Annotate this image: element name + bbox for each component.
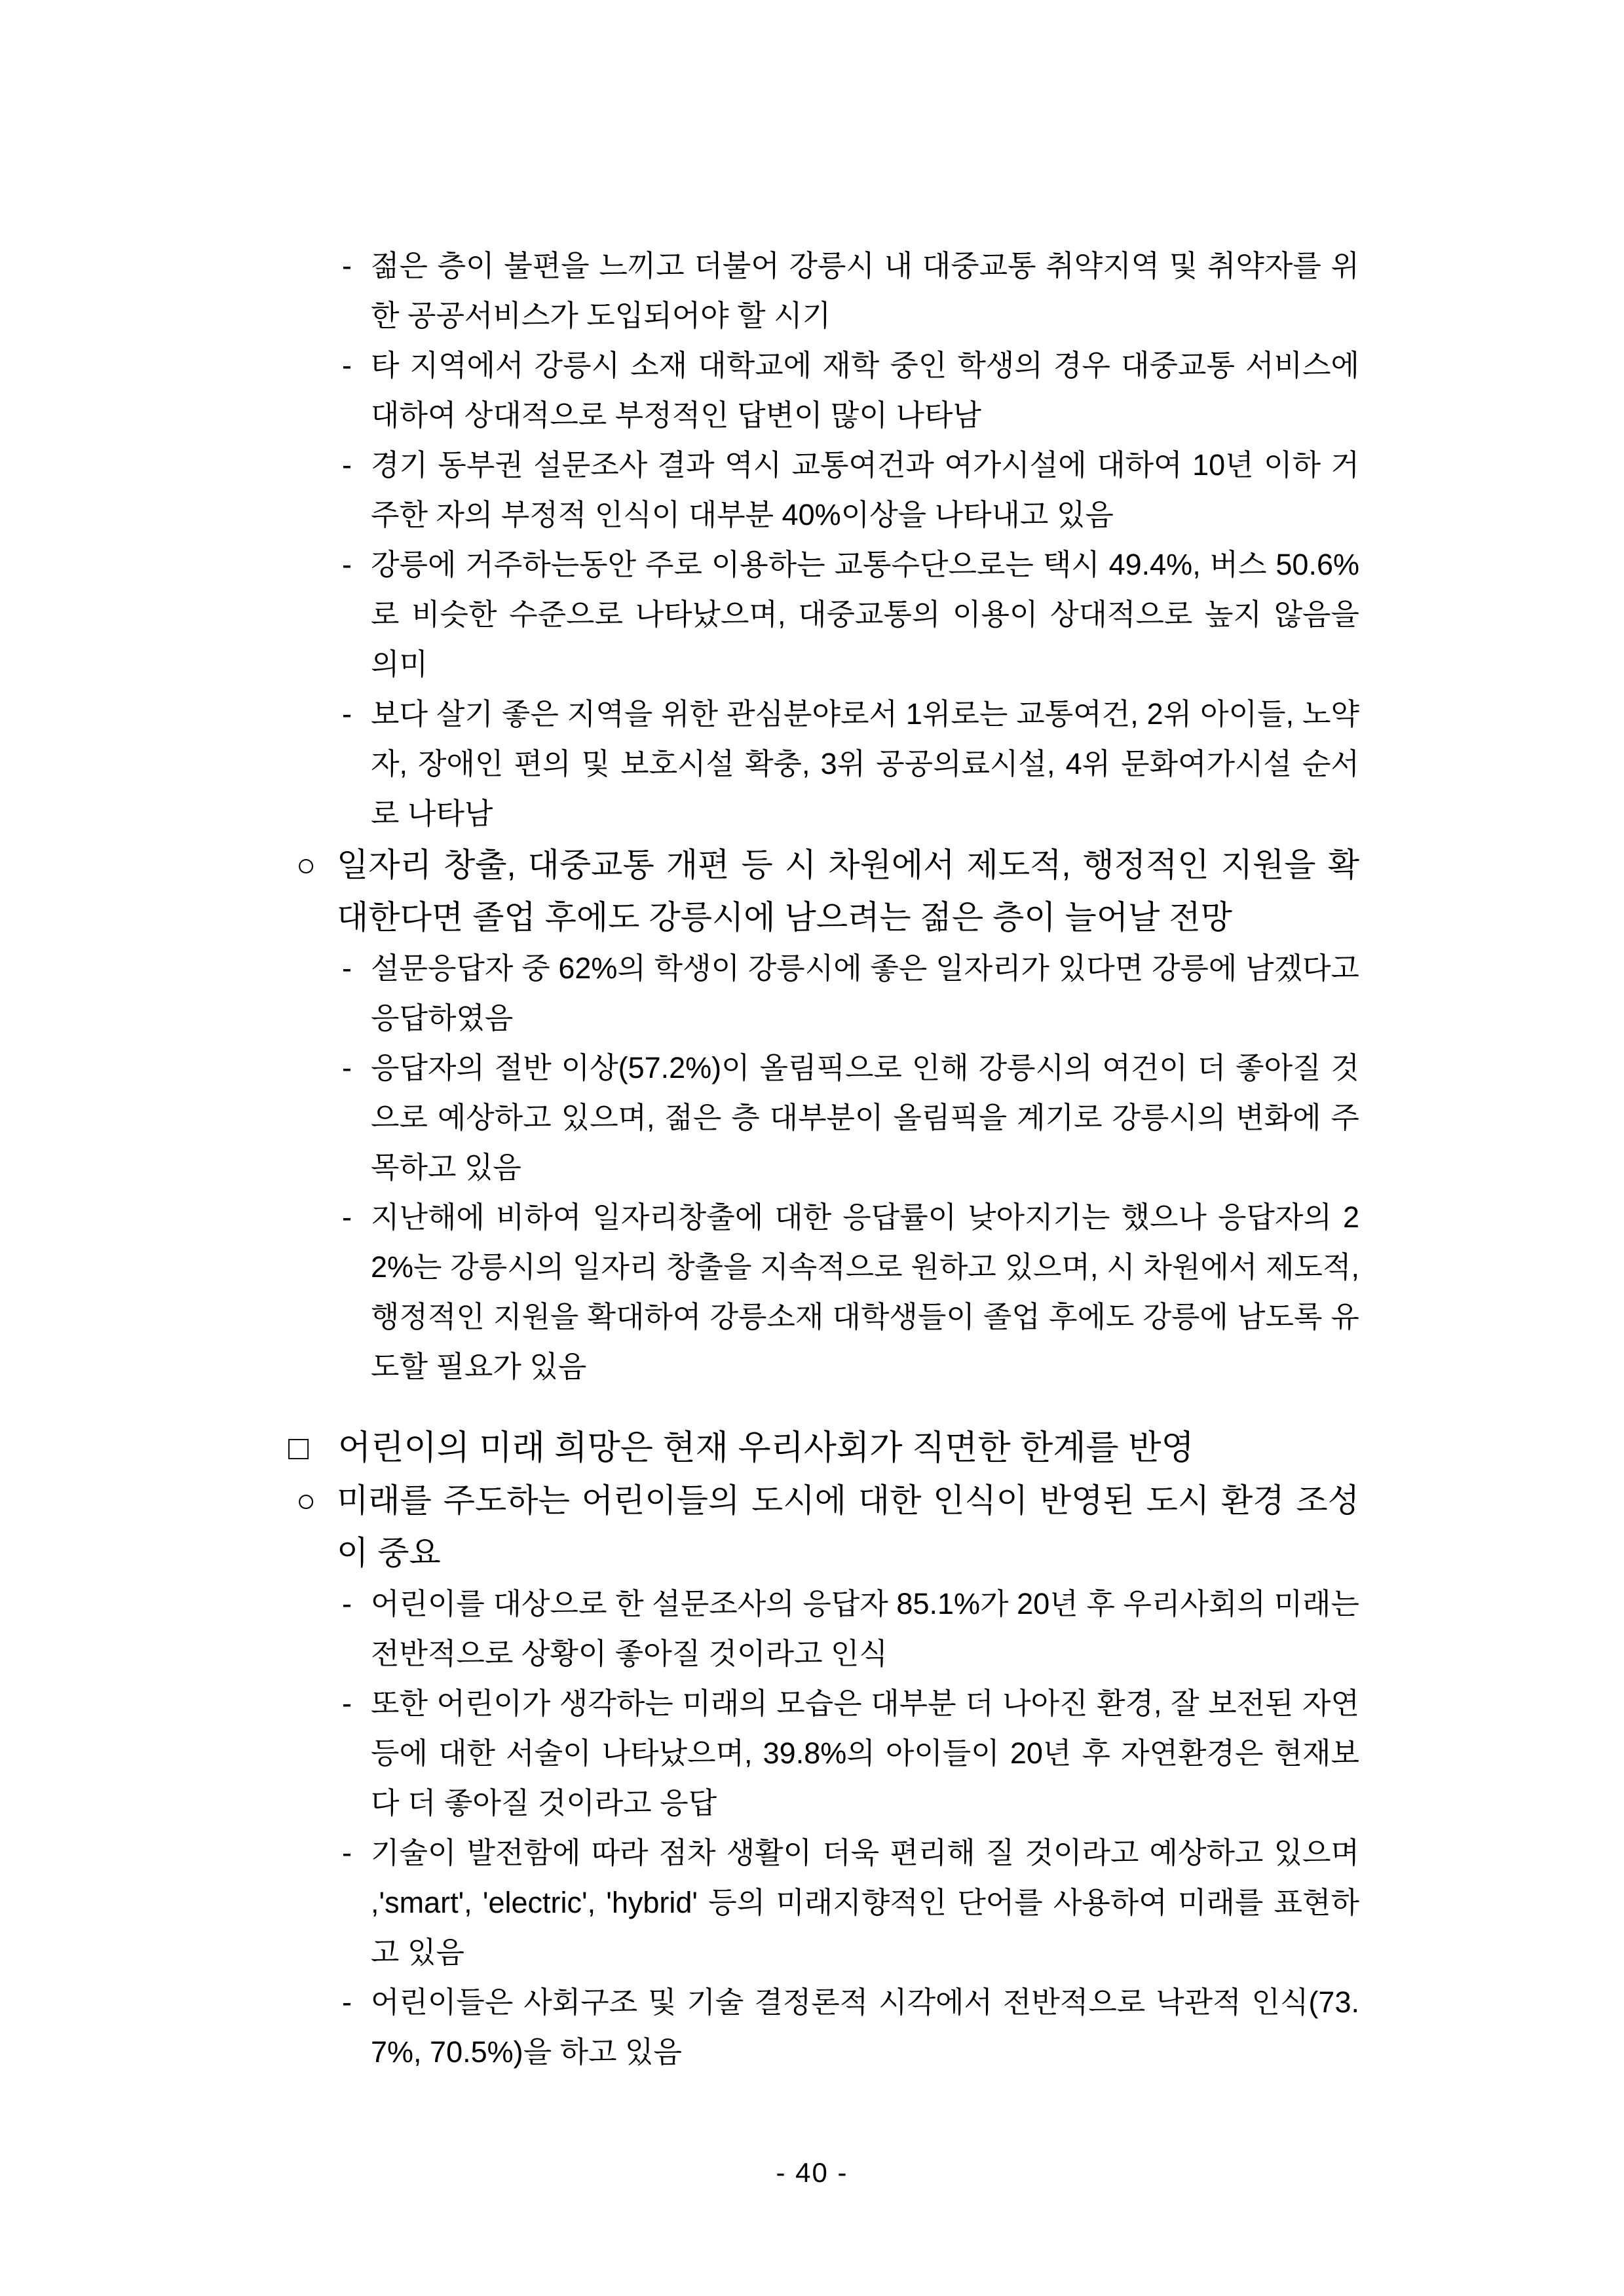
list-item-dash <box>342 1193 1359 1392</box>
dash-bullet-icon: - <box>342 1200 352 1234</box>
document-content <box>282 241 1359 2077</box>
list-item-circle <box>296 1474 1359 1579</box>
list-item-dash <box>342 1978 1359 2077</box>
list-item-text: 강릉에 거주하는동안 주로 이용하는 교통수단으로는 택시 49.4%, 버스 50.6%로 비슷한 수준으로 나타났으며, 대중교통의 이용이 상대적으로 높지 않음을 의미 <box>371 548 1359 681</box>
dash-bullet-icon: - <box>342 1587 352 1620</box>
list-item-text: 어린이를 대상으로 한 설문조사의 응답자 85.1%가 20년 후 우리사회의 미래는 전반적으로 상황이 좋아질 것이라고 인식 <box>371 1587 1359 1670</box>
list-item-text: 또한 어린이가 생각하는 미래의 모습은 대부분 더 나아진 환경, 잘 보전된 자연 등에 대한 서술이 나타났으며, 39.8%의 아이들이 20년 후 자연환경은 현재보다 더 좋아질 것이라고 응답 <box>371 1687 1359 1820</box>
list-item-dash <box>342 540 1359 689</box>
dash-bullet-icon: - <box>342 1985 352 2019</box>
dash-bullet-icon: - <box>342 1836 352 1869</box>
page-footer <box>0 2157 1624 2189</box>
circle-bullet-icon: ○ <box>296 847 316 883</box>
section-heading <box>288 1422 1359 1474</box>
list-item-dash <box>342 241 1359 341</box>
dash-bullet-icon: - <box>342 1687 352 1720</box>
list-item-text: 젊은 층이 불편을 느끼고 더불어 강릉시 내 대중교통 취약지역 및 취약자를 위한 공공서비스가 도입되어야 할 시기 <box>371 249 1359 332</box>
list-item-dash <box>342 1828 1359 1978</box>
list-item-text: 경기 동부권 설문조사 결과 역시 교통여건과 여가시설에 대하여 10년 이하 거주한 자의 부정적 인식이 대부분 40%이상을 나타내고 있음 <box>371 448 1359 531</box>
list-item-dash <box>342 944 1359 1043</box>
list-item-dash <box>342 440 1359 540</box>
page-number: - 40 - <box>776 2157 848 2188</box>
list-item-text: 보다 살기 좋은 지역을 위한 관심분야로서 1위로는 교통여건, 2위 아이들, 노약자, 장애인 편의 및 보호시설 확충, 3위 공공의료시설, 4위 문화여가시설 순서로 나타남 <box>371 697 1359 830</box>
dash-bullet-icon: - <box>342 951 352 985</box>
list-item-text: 타 지역에서 강릉시 소재 대학교에 재학 중인 학생의 경우 대중교통 서비스에 대하여 상대적으로 부정적인 답변이 많이 나타남 <box>371 349 1359 432</box>
list-item-dash <box>342 1679 1359 1828</box>
dash-bullet-icon: - <box>342 448 352 482</box>
list-item-circle <box>296 839 1359 944</box>
list-item-dash <box>342 1579 1359 1679</box>
dash-bullet-icon: - <box>342 249 352 282</box>
dash-bullet-icon: - <box>342 548 352 581</box>
list-item-text: 일자리 창출, 대중교통 개편 등 시 차원에서 제도적, 행정적인 지원을 확대한다면 졸업 후에도 강릉시에 남으려는 젊은 층이 늘어날 전망 <box>337 847 1359 936</box>
list-item-text: 지난해에 비하여 일자리창출에 대한 응답률이 낮아지기는 했으나 응답자의 22%는 강릉시의 일자리 창출을 지속적으로 원하고 있으며, 시 차원에서 제도적, 행정적인 지원을 확대하여 강릉소재 대학생들이 졸업 후에도 강릉에 남도록 유도할 필요가 있음 <box>371 1200 1359 1383</box>
section-heading-text: 어린이의 미래 희망은 현재 우리사회가 직면한 한계를 반영 <box>338 1429 1194 1467</box>
list-item-text: 미래를 주도하는 어린이들의 도시에 대한 인식이 반영된 도시 환경 조성이 중요 <box>337 1482 1359 1571</box>
list-item-text: 기술이 발전함에 따라 점차 생활이 더욱 편리해 질 것이라고 예상하고 있으며 ,'smart', 'electric', 'hybrid' 등의 미래지향적인 단어를 사용하여 미래를 표현하고 있음 <box>371 1836 1359 1969</box>
dash-bullet-icon: - <box>342 697 352 731</box>
square-bullet-icon: □ <box>288 1429 309 1467</box>
list-item-text: 어린이들은 사회구조 및 기술 결정론적 시각에서 전반적으로 낙관적 인식(73.7%, 70.5%)을 하고 있음 <box>371 1985 1359 2069</box>
list-item-dash <box>342 341 1359 440</box>
dash-bullet-icon: - <box>342 349 352 382</box>
dash-bullet-icon: - <box>342 1051 352 1084</box>
list-item-text: 응답자의 절반 이상(57.2%)이 올림픽으로 인해 강릉시의 여건이 더 좋아질 것으로 예상하고 있으며, 젊은 층 대부분이 올림픽을 계기로 강릉시의 변화에 주목하고 있음 <box>371 1051 1359 1184</box>
circle-bullet-icon: ○ <box>296 1482 316 1519</box>
list-item-dash <box>342 689 1359 839</box>
list-item-text: 설문응답자 중 62%의 학생이 강릉시에 좋은 일자리가 있다면 강릉에 남겠다고 응답하였음 <box>371 951 1359 1035</box>
list-item-dash <box>342 1043 1359 1193</box>
